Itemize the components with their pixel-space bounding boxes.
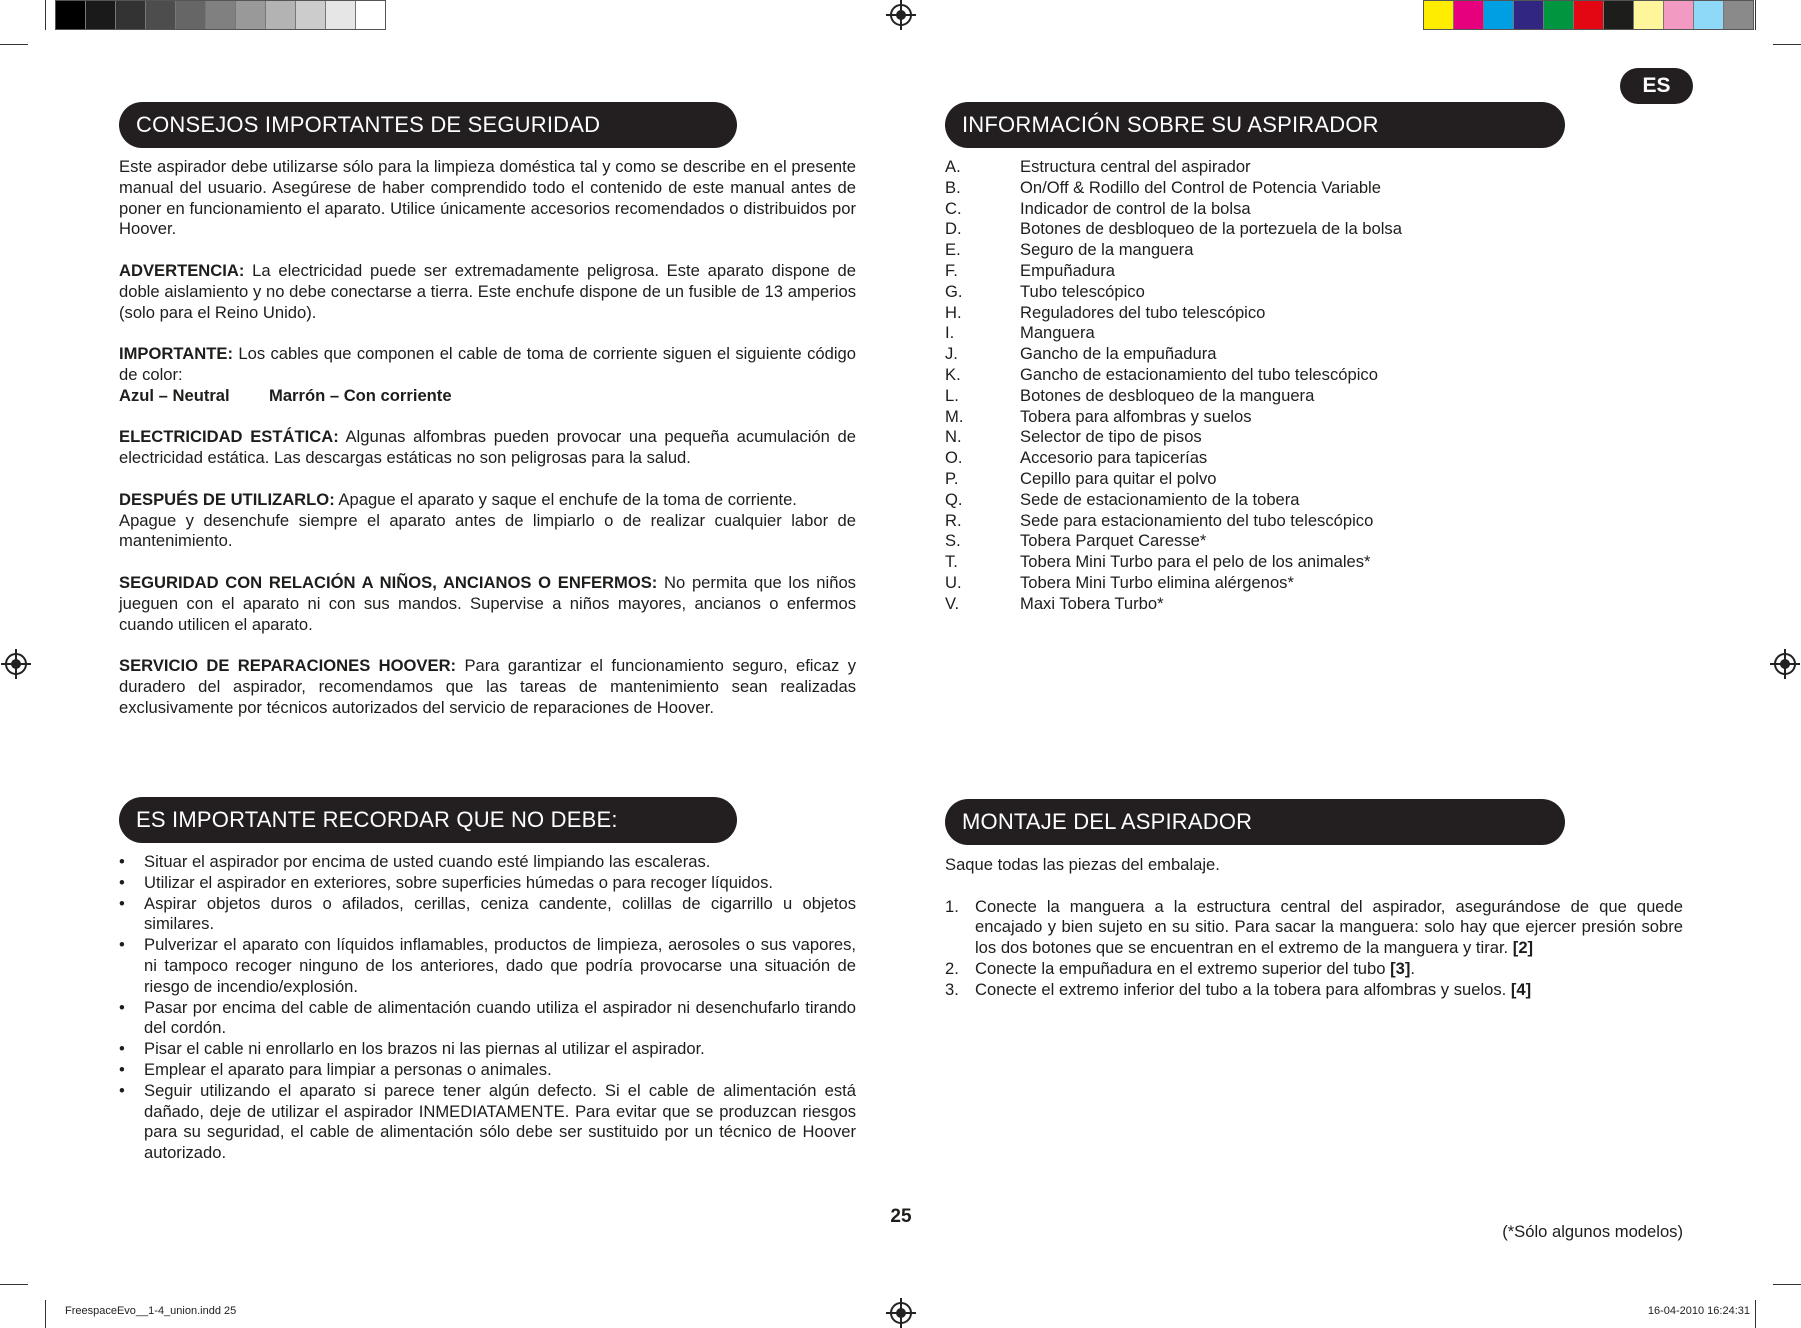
parts-list-item bbox=[945, 469, 1565, 490]
warning-text: La electricidad puede ser extremadamente peligrosa. Este aparato dispone de doble aislamiento y no debe conectarse a tierra. Este enchufe dispone de un fusible de 13 amperios (solo para el Reino Unido). bbox=[119, 260, 856, 322]
part-name: Gancho de la empuñadura bbox=[1020, 344, 1217, 364]
color-swatch bbox=[1454, 1, 1484, 29]
color-swatch bbox=[146, 1, 176, 29]
part-letter: Q. bbox=[945, 489, 963, 509]
dont-list-item bbox=[119, 873, 856, 894]
part-letter: M. bbox=[945, 406, 964, 426]
color-swatch bbox=[206, 1, 236, 29]
part-letter: J. bbox=[945, 344, 958, 364]
warning-paragraph bbox=[119, 261, 856, 323]
dont-item-text: Pasar por encima del cable de alimentación cuando utiliza el aspirador ni desenchufarlo tirando del cordón. bbox=[144, 997, 856, 1038]
part-letter: U. bbox=[945, 572, 962, 592]
dont-item-text: Situar el aspirador por encima de usted cuando esté limpiando las escaleras. bbox=[144, 852, 711, 871]
part-letter: P. bbox=[945, 468, 959, 488]
part-name: Tubo telescópico bbox=[1020, 281, 1145, 301]
color-swatch bbox=[356, 1, 385, 29]
step-tail: . bbox=[1410, 958, 1416, 978]
dont-list bbox=[119, 852, 856, 1164]
dont-list-item bbox=[119, 1039, 856, 1060]
parts-list-item bbox=[945, 407, 1565, 428]
part-letter: I. bbox=[945, 323, 955, 343]
part-name: Manguera bbox=[1020, 323, 1095, 343]
assembly-steps bbox=[945, 897, 1683, 1001]
after-use-text-2: Apague y desenchufe siempre el aparato antes de limpiarlo o de realizar cualquier labor de mantenimiento. bbox=[119, 510, 856, 551]
color-swatch bbox=[236, 1, 266, 29]
parts-list-item bbox=[945, 531, 1565, 552]
crop-mark bbox=[0, 1284, 28, 1285]
parts-list-item bbox=[945, 303, 1565, 324]
part-letter: G. bbox=[945, 281, 963, 301]
part-name: Tobera para alfombras y suelos bbox=[1020, 406, 1252, 426]
bullet-icon: • bbox=[119, 935, 125, 955]
color-swatch bbox=[1544, 1, 1574, 29]
part-name: Indicador de control de la bolsa bbox=[1020, 198, 1251, 218]
crop-mark bbox=[45, 1300, 46, 1328]
dont-item-text: Pisar el cable ni enrollarlo en los brazos ni las piernas al utilizar el aspirador. bbox=[144, 1039, 705, 1059]
service-text: Para garantizar el funcionamiento seguro, eficaz y duradero del aspirador, recomendamos que las tareas de mantenimiento sean realizadas exclusivamente por técnicos autorizados del servicio de reparaciones de Hoover. bbox=[119, 656, 856, 717]
assembly-intro: Saque todas las piezas del embalaje. bbox=[945, 855, 1220, 874]
part-name: Gancho de estacionamiento del tubo telescópico bbox=[1020, 364, 1378, 384]
part-name: Botones de desbloqueo de la portezuela de la bolsa bbox=[1020, 219, 1402, 239]
after-use-text: Apague el aparato y saque el enchufe de la toma de corriente. bbox=[334, 489, 797, 509]
wire-blue: Azul – Neutral bbox=[119, 385, 230, 405]
part-name: Selector de tipo de pisos bbox=[1020, 427, 1202, 447]
figure-reference: [3] bbox=[1390, 958, 1411, 978]
parts-list-item bbox=[945, 323, 1565, 344]
bullet-icon: • bbox=[119, 852, 125, 871]
part-letter: H. bbox=[945, 302, 962, 322]
bullet-icon: • bbox=[119, 893, 125, 913]
part-letter: B. bbox=[945, 177, 961, 197]
parts-list-item bbox=[945, 178, 1565, 199]
page-number: 25 bbox=[890, 1206, 912, 1227]
part-letter: K. bbox=[945, 364, 961, 384]
crop-mark bbox=[1755, 0, 1756, 30]
bullet-icon: • bbox=[119, 872, 125, 892]
figure-reference: [2] bbox=[1512, 938, 1534, 958]
part-letter: T. bbox=[945, 552, 958, 572]
color-swatch bbox=[1694, 1, 1724, 29]
assembly-section-body bbox=[945, 855, 1683, 1001]
color-swatch bbox=[1574, 1, 1604, 29]
dont-item-text: Utilizar el aspirador en exteriores, sobre superficies húmedas o para recoger líquidos. bbox=[144, 872, 774, 892]
part-letter: V. bbox=[945, 593, 960, 613]
part-name: Empuñadura bbox=[1020, 260, 1116, 280]
parts-list-item bbox=[945, 261, 1565, 282]
important-text: Los cables que componen el cable de toma de corriente siguen el siguiente código de color: bbox=[119, 344, 856, 384]
parts-list-item bbox=[945, 240, 1565, 261]
part-name: Maxi Tobera Turbo* bbox=[1020, 593, 1164, 613]
part-letter: C. bbox=[945, 198, 962, 218]
color-swatch bbox=[326, 1, 356, 29]
parts-list-item bbox=[945, 219, 1565, 240]
part-letter: F. bbox=[945, 260, 958, 280]
part-name: Tobera Mini Turbo para el pelo de los animales* bbox=[1020, 552, 1371, 572]
slug-timestamp: 16-04-2010 16:24:31 bbox=[1647, 1305, 1750, 1317]
part-letter: S. bbox=[945, 531, 961, 551]
children-text: No permita que los niños jueguen con el aparato ni con sus mandos. Supervise a niños mayores, ancianos o enfermos cuando utilicen el aparato. bbox=[119, 572, 856, 634]
safety-section-header: CONSEJOS IMPORTANTES DE SEGURIDAD bbox=[119, 102, 737, 148]
static-text: Algunas alfombras pueden provocar una pequeña acumulación de electricidad estática. Las descargas estáticas no son peligrosas para la salud. bbox=[119, 427, 856, 468]
dont-section-header: ES IMPORTANTE RECORDAR QUE NO DEBE: bbox=[119, 797, 737, 843]
parts-list-item bbox=[945, 365, 1565, 386]
service-label: SERVICIO DE REPARACIONES HOOVER: bbox=[119, 656, 457, 676]
crop-mark bbox=[1755, 1300, 1756, 1328]
color-swatch bbox=[176, 1, 206, 29]
bullet-icon: • bbox=[119, 1039, 125, 1059]
part-name: Tobera Parquet Caresse* bbox=[1020, 531, 1207, 551]
dont-list-item bbox=[119, 1060, 856, 1081]
children-paragraph bbox=[119, 573, 856, 635]
safety-section-body bbox=[119, 157, 856, 739]
color-swatch bbox=[116, 1, 146, 29]
wire-colors bbox=[119, 386, 856, 407]
assembly-section-header: MONTAJE DEL ASPIRADOR bbox=[945, 799, 1565, 845]
parts-list bbox=[945, 157, 1565, 615]
part-letter: O. bbox=[945, 448, 963, 468]
part-letter: R. bbox=[945, 510, 962, 530]
part-name: Sede de estacionamiento de la tobera bbox=[1020, 489, 1300, 509]
color-swatch bbox=[1724, 1, 1753, 29]
color-swatch bbox=[1664, 1, 1694, 29]
part-name: Sede para estacionamiento del tubo telescópico bbox=[1020, 510, 1374, 530]
registration-mark-icon bbox=[890, 1302, 912, 1324]
dont-list-item bbox=[119, 998, 856, 1040]
step-text: Conecte la manguera a la estructura central del aspirador, asegurándose de que quede encajado y bien sujeto en su sitio. Para sacar la manguera: solo hay que ejercer presión sobre los dos botones que se encuentran en el extremo de la manguera y tirar. bbox=[975, 896, 1683, 958]
color-swatch bbox=[266, 1, 296, 29]
parts-list-item bbox=[945, 427, 1565, 448]
dont-item-text: Seguir utilizando el aparato si parece tener algún defecto. Si el cable de alimentación está dañado, deje de utilizar el aspirador INMEDIATAMENTE. Para evitar que se produzcan riesgos para su seguridad, el cable de alimentación sólo debe ser sustituido por un técnico de Hoover autorizado. bbox=[144, 1080, 856, 1163]
part-letter: D. bbox=[945, 219, 962, 239]
parts-list-item bbox=[945, 157, 1565, 178]
color-swatch bbox=[86, 1, 116, 29]
parts-list-item bbox=[945, 594, 1565, 615]
bullet-icon: • bbox=[119, 1080, 125, 1100]
dont-item-text: Aspirar objetos duros o afilados, cerillas, ceniza candente, colillas de cigarrillo u objetos similares. bbox=[144, 893, 856, 934]
static-paragraph bbox=[119, 427, 856, 469]
step-text: Conecte el extremo inferior del tubo a la tobera para alfombras y suelos. bbox=[975, 979, 1511, 999]
part-name: Estructura central del aspirador bbox=[1020, 157, 1251, 176]
assembly-step bbox=[945, 980, 1683, 1001]
part-name: Botones de desbloqueo de la manguera bbox=[1020, 385, 1315, 405]
assembly-step bbox=[945, 897, 1683, 959]
parts-list-item bbox=[945, 344, 1565, 365]
part-letter: N. bbox=[945, 427, 962, 447]
slug-file-name: FreespaceEvo__1-4_union.indd 25 bbox=[65, 1305, 237, 1317]
crop-mark bbox=[45, 0, 46, 30]
crop-mark bbox=[1773, 44, 1801, 45]
color-swatch bbox=[1634, 1, 1664, 29]
children-label: SEGURIDAD CON RELACIÓN A NIÑOS, ANCIANOS O ENFERMOS: bbox=[119, 572, 658, 592]
warning-label: ADVERTENCIA: bbox=[119, 260, 245, 280]
part-letter: E. bbox=[945, 240, 961, 260]
color-swatch bbox=[1514, 1, 1544, 29]
part-name: On/Off & Rodillo del Control de Potencia Variable bbox=[1020, 177, 1381, 197]
step-text: Conecte la empuñadura en el extremo superior del tubo bbox=[975, 958, 1391, 978]
assembly-step bbox=[945, 959, 1683, 980]
bullet-icon: • bbox=[119, 997, 125, 1017]
registration-mark-icon bbox=[890, 4, 912, 26]
dont-list-item bbox=[119, 894, 856, 936]
dont-item-text: Pulverizar el aparato con líquidos inflamables, productos de limpieza, aerosoles o sus vapores, ni tampoco recoger ninguno de los anteriores, dado que podría provocarse una situación de riesgo de incendio/explosión. bbox=[144, 935, 856, 996]
dont-item-text: Emplear el aparato para limpiar a personas o animales. bbox=[144, 1059, 552, 1079]
parts-list-item bbox=[945, 282, 1565, 303]
step-number: 3. bbox=[945, 979, 959, 999]
footnote: (*Sólo algunos modelos) bbox=[1502, 1222, 1683, 1241]
registration-mark-icon bbox=[1774, 653, 1796, 675]
parts-list-item bbox=[945, 511, 1565, 532]
step-number: 1. bbox=[945, 896, 959, 916]
crop-mark bbox=[0, 44, 28, 45]
crop-mark bbox=[1773, 1284, 1801, 1285]
info-section-header: INFORMACIÓN SOBRE SU ASPIRADOR bbox=[945, 102, 1565, 148]
static-label: ELECTRICIDAD ESTÁTICA: bbox=[119, 427, 339, 447]
bullet-icon: • bbox=[119, 1059, 125, 1079]
part-name: Tobera Mini Turbo elimina alérgenos* bbox=[1020, 572, 1294, 592]
process-color-bar bbox=[1423, 0, 1754, 30]
figure-reference: [4] bbox=[1510, 979, 1532, 999]
dont-list-item bbox=[119, 1081, 856, 1164]
part-name: Reguladores del tubo telescópico bbox=[1020, 302, 1266, 322]
parts-list-item bbox=[945, 490, 1565, 511]
part-letter: A. bbox=[945, 157, 961, 176]
service-paragraph bbox=[119, 656, 856, 718]
parts-list-item bbox=[945, 573, 1565, 594]
color-swatch bbox=[296, 1, 326, 29]
parts-list-item bbox=[945, 386, 1565, 407]
safety-intro: Este aspirador debe utilizarse sólo para la limpieza doméstica tal y como se describe en el presente manual del usuario. Asegúrese de haber comprendido todo el contenido de este manual antes de poner en funcionamiento el aparato. Utilice únicamente accesorios recomendados o distribuidos por Hoover. bbox=[119, 157, 856, 239]
part-name: Accesorio para tapicerías bbox=[1020, 448, 1208, 468]
color-swatch bbox=[1604, 1, 1634, 29]
parts-list-item bbox=[945, 199, 1565, 220]
after-use-label: DESPUÉS DE UTILIZARLO: bbox=[119, 489, 335, 509]
registration-mark-icon bbox=[5, 653, 27, 675]
after-use-paragraph bbox=[119, 490, 856, 511]
wire-brown: Marrón – Con corriente bbox=[269, 385, 452, 405]
color-swatch bbox=[1424, 1, 1454, 29]
parts-list-item bbox=[945, 552, 1565, 573]
color-swatch bbox=[1484, 1, 1514, 29]
part-name: Cepillo para quitar el polvo bbox=[1020, 468, 1217, 488]
step-number: 2. bbox=[945, 958, 959, 978]
dont-list-item bbox=[119, 852, 856, 873]
dont-list-item bbox=[119, 935, 856, 997]
important-paragraph bbox=[119, 344, 856, 386]
gray-color-bar bbox=[55, 0, 386, 30]
part-name: Seguro de la manguera bbox=[1020, 240, 1194, 260]
color-swatch bbox=[56, 1, 86, 29]
parts-list-item bbox=[945, 448, 1565, 469]
part-letter: L. bbox=[945, 385, 959, 405]
important-label: IMPORTANTE: bbox=[119, 344, 233, 364]
language-badge: ES bbox=[1620, 68, 1693, 104]
